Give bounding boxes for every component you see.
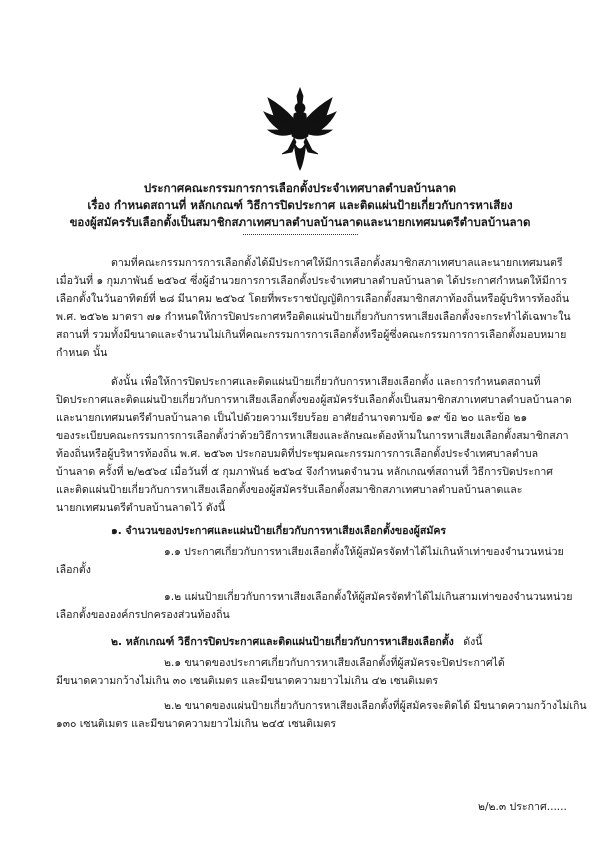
section1-item1: ๑.๑ ประกาศเกี่ยวกับการหาเสียงเลือกตั้งให้ผู้สมัครจัดทำได้ไม่เกินห้าเท่าของจำนวนหน่วย bbox=[164, 546, 564, 558]
para2-line: และติดแผ่นป้ายเกี่ยวกับการหาเสียงเลือกตั้งของผู้สมัครรับเลือกตั้งสมาชิกสภาเทศบาลตำบลบ้านลาดและ bbox=[56, 484, 523, 496]
section1-item2: ๑.๒ แผ่นป้ายเกี่ยวกับการหาเสียงเลือกตั้งให้ผู้สมัครจัดทำได้ไม่เกินสามเท่าของจำนวนหน่วย bbox=[164, 591, 573, 603]
section2-item1-cont: มีขนาดความกว้างไม่เกิน ๓๐ เซนติเมตร และมีขนาดความยาวไม่เกิน ๔๒ เซนติเมตร bbox=[56, 675, 439, 687]
announcement-title: ประกาศคณะกรรมการการเลือกตั้งประจำเทศบาลตำบลบ้านลาด bbox=[143, 181, 457, 195]
para2-line: ปิดประกาศและติดแผ่นป้ายเกี่ยวกับการหาเสียงเลือกตั้งของผู้สมัครรับเลือกตั้งเป็นสมาชิกสภาเทศบาลตำบลบ้านลาด bbox=[56, 394, 572, 406]
para1-line: พ.ศ. ๒๕๖๒ มาตรา ๗๑ กำหนดให้การปิดประกาศหรือติดแผ่นป้ายเกี่ยวกับการหาเสียงเลือกตั้งจะกระทำได้เฉพาะใน bbox=[56, 311, 571, 323]
section2-item2: ๒.๒ ขนาดของแผ่นป้ายเกี่ยวกับการหาเสียงเลือกตั้งที่ผู้สมัครจะติดได้ มีขนาดความกว้างไม่เกิน bbox=[164, 700, 587, 712]
para1-line: กำหนด นั้น bbox=[56, 347, 108, 359]
para1-line: เลือกตั้งในวันอาทิตย์ที่ ๒๘ มีนาคม ๒๕๖๔ โดยที่พระราชบัญญัติการเลือกตั้งสมาชิกสภาท้องถิ่นหรือผู้บริหารท้องถิ่น bbox=[56, 293, 570, 305]
para2-line: และนายกเทศมนตรีตำบลบ้านลาด เป็นไปด้วยความเรียบร้อย อาศัยอำนาจตามข้อ ๑๙ ข้อ ๒๐ และข้อ ๒๑ bbox=[56, 412, 528, 424]
section1-item2-cont: เลือกตั้งขององค์กรปกครองส่วนท้องถิ่น bbox=[56, 609, 230, 621]
section1-item1-cont: เลือกตั้ง bbox=[56, 564, 91, 576]
title-divider bbox=[243, 234, 358, 235]
subject-line: เรื่อง กำหนดสถานที่ หลักเกณฑ์ วิธีการปิดประกาศ และติดแผ่นป้ายเกี่ยวกับการหาเสียง bbox=[87, 198, 513, 212]
section2-heading-suffix: ดังนี้ bbox=[463, 636, 483, 648]
garuda-emblem-icon bbox=[262, 84, 338, 172]
para1-line: ตามที่คณะกรรมการการเลือกตั้งได้มีประกาศให้มีการเลือกตั้งสมาชิกสภาเทศบาลและนายกเทศมนตรี bbox=[111, 257, 563, 269]
para2-line: ท้องถิ่นหรือผู้บริหารท้องถิ่น พ.ศ. ๒๕๖๓ ประกอบมติที่ประชุมคณะกรรมการการเลือกตั้งประจำเทศบาลตำบล bbox=[56, 448, 539, 460]
section2-heading: ๒. หลักเกณฑ์ วิธีการปิดประกาศและติดแผ่นป้ายเกี่ยวกับการหาเสียงเลือกตั้ง bbox=[111, 636, 454, 648]
para1-line: เมื่อวันที่ ๑ กุมภาพันธ์ ๒๕๖๔ ซึ่งผู้อำนวยการการเลือกตั้งประจำเทศบาลตำบลบ้านลาด ได้ประกาศกำหนดให้มีการ bbox=[56, 275, 567, 287]
para2-line: นายกเทศมนตรีตำบลบ้านลาดไว้ ดังนี้ bbox=[56, 502, 226, 514]
section2-item1: ๒.๑ ขนาดของประกาศเกี่ยวกับการหาเสียงเลือกตั้งที่ผู้สมัครจะปิดประกาศได้ bbox=[164, 657, 505, 669]
para1-line: สถานที่ รวมทั้งมีขนาดและจำนวนไม่เกินที่คณะกรรมการการเลือกตั้งหรือผู้ซึ่งคณะกรรมการการเลือกตั้งมอบหมาย bbox=[56, 329, 567, 341]
section2-item2-cont: ๑๓๐ เซนติเมตร และมีขนาดความยาวไม่เกิน ๒๔๕ เซนติเมตร bbox=[56, 718, 337, 730]
para2-line: ของระเบียบคณะกรรมการการเลือกตั้งว่าด้วยวิธีการหาเสียงและลักษณะต้องห้ามในการหาเสียงเลือกตั้งสมาชิกสภา bbox=[56, 430, 569, 442]
subject-line-2: ของผู้สมัครรับเลือกตั้งเป็นสมาชิกสภาเทศบาลตำบลบ้านลาดและนายกเทศมนตรีตำบลบ้านลาด bbox=[69, 215, 531, 229]
para2-line: ดังนั้น เพื่อให้การปิดประกาศและติดแผ่นป้ายเกี่ยวกับการหาเสียงเลือกตั้ง และการกำหนดสถานที่ bbox=[111, 376, 541, 388]
section1-heading: ๑. จำนวนของประกาศและแผ่นป้ายเกี่ยวกับการหาเสียงเลือกตั้งของผู้สมัคร bbox=[111, 525, 447, 537]
section2-heading-row bbox=[111, 633, 483, 651]
page-continuation: ๒/๒.๓ ประกาศ...... bbox=[478, 801, 567, 813]
para2-line: บ้านลาด ครั้งที่ ๒/๒๕๖๔ เมื่อวันที่ ๕ กุมภาพันธ์ ๒๕๖๔ จึงกำหนดจำนวน หลักเกณฑ์สถานที่ วิธีการปิดประกาศ bbox=[56, 466, 553, 478]
